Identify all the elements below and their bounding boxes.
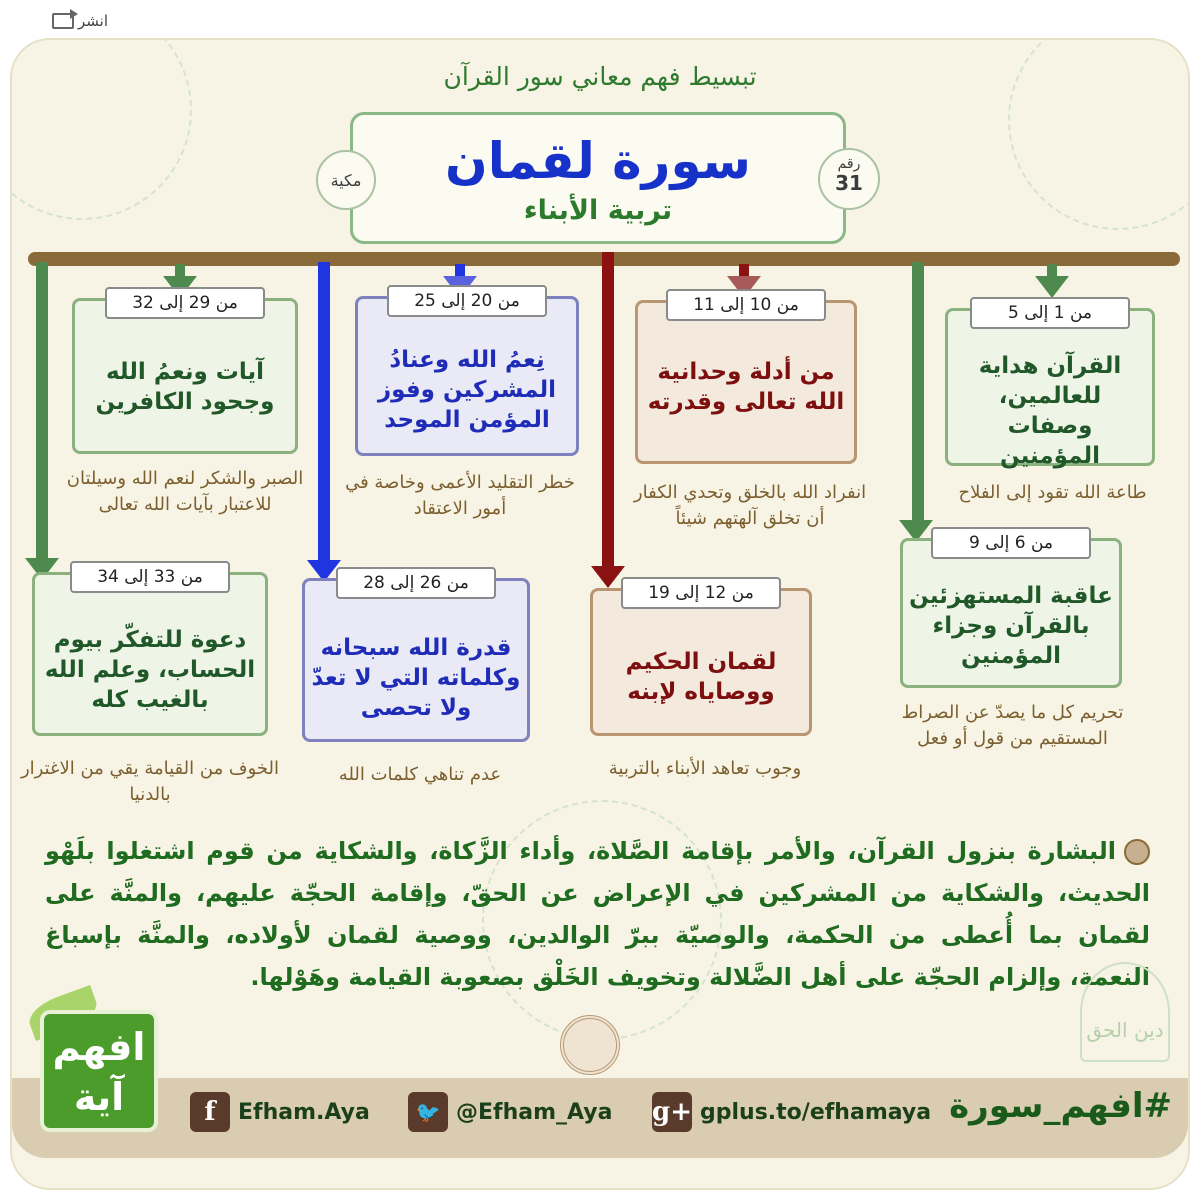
verse-range: من 1 إلى 5 xyxy=(970,297,1130,329)
verse-range: من 33 إلى 34 xyxy=(70,561,230,593)
logo-line-1: افهم xyxy=(52,1025,146,1069)
page-subtitle: تبسيط فهم معاني سور القرآن xyxy=(443,62,757,91)
twitter-icon: 🐦 xyxy=(408,1092,448,1132)
verse-range: من 10 إلى 11 xyxy=(666,289,826,321)
surah-number-label: رقم xyxy=(837,156,861,172)
connector-line xyxy=(602,252,614,570)
surah-type-badge: مكية xyxy=(316,150,376,210)
arrow-down-icon xyxy=(591,566,625,588)
section-title: دعوة للتفكّر بيوم الحساب، وعلم الله بالغيب كله xyxy=(44,627,256,713)
section-box xyxy=(945,303,1155,469)
surah-number: 31 xyxy=(835,171,863,195)
surah-summary xyxy=(45,830,1150,998)
deen-alhaq-watermark: دين الحق xyxy=(1080,962,1170,1062)
section-title: عاقبة المستهزئين بالقرآن وجزاء المؤمنين xyxy=(909,583,1113,669)
section-box xyxy=(900,533,1122,688)
section-title: لقمان الحكيم ووصاياه لإبنه xyxy=(625,649,777,705)
facebook-icon: f xyxy=(190,1092,230,1132)
section-box xyxy=(590,583,812,736)
share-button[interactable] xyxy=(52,12,108,30)
verse-range: من 12 إلى 19 xyxy=(621,577,781,609)
section-box xyxy=(72,293,298,454)
gplus-url: gplus.to/efhamaya xyxy=(700,1099,932,1125)
share-icon xyxy=(52,13,74,29)
section-note: الصبر والشكر لنعم الله وسيلتان للاعتبار بآيات الله تعالى xyxy=(66,468,304,515)
gplus-link[interactable] xyxy=(652,1092,931,1132)
verse-range: من 20 إلى 25 xyxy=(387,285,547,317)
section-title: آيات ونعمُ الله وجحود الكافرين xyxy=(95,359,275,415)
hashtag: #افهم_سورة xyxy=(949,1086,1172,1126)
connector-line xyxy=(36,262,48,562)
verse-range: من 29 إلى 32 xyxy=(105,287,265,319)
ornament-medallion xyxy=(560,1015,620,1075)
share-label: انشر xyxy=(78,12,108,30)
facebook-handle: Efham.Aya xyxy=(238,1099,370,1125)
section-title: قدرة الله سبحانه وكلماته التي لا تعدّ ولا تحصى xyxy=(311,635,521,721)
efham-aya-logo xyxy=(40,1010,158,1132)
twitter-handle: @Efham_Aya xyxy=(456,1099,613,1125)
connector-line xyxy=(912,262,924,524)
section-note: طاعة الله تقود إلى الفلاح xyxy=(958,482,1147,503)
surah-title-box xyxy=(350,112,846,244)
section-note: خطر التقليد الأعمى وخاصة في أمور الاعتقاد xyxy=(345,472,575,519)
summary-text: البشارة بنزول القرآن، والأمر بإقامة الصَّلاة، وأداء الزَّكاة، والشكاية من قوم اشتغلوا بلَهْو الحديث، والشكاية من المشركين في الإعراض عن الحقّ، وإقامة الحجّة عليهم، والمنَّة على لقمان بما أُعطى من الحكمة، والوصيّة ببرّ الوالدين، ووصية لقمان لأولاده، والمنَّة بإسباغ النعمة، وإلزام الحجّة على أهل الضَّلالة وتخويف الخَلْق بصعوبة القيامة وهَوْلها. xyxy=(45,837,1150,991)
section-box xyxy=(355,291,579,456)
bullet-icon xyxy=(1124,839,1150,865)
section-note: الخوف من القيامة يقي من الاغترار بالدنيا xyxy=(20,758,279,805)
section-box xyxy=(302,573,530,742)
section-title: نِعمُ الله وعنادُ المشركين وفوز المؤمن الموحد xyxy=(377,347,557,433)
section-title: القرآن هداية للعالمين، وصفات المؤمنين xyxy=(978,353,1122,469)
twitter-link[interactable] xyxy=(408,1092,612,1132)
section-box xyxy=(635,295,857,464)
connector-line xyxy=(318,262,330,564)
verse-range: من 6 إلى 9 xyxy=(931,527,1091,559)
logo-line-2: آية xyxy=(73,1075,125,1119)
section-note: عدم تناهي كلمات الله xyxy=(338,764,502,785)
gplus-icon: g+ xyxy=(652,1092,692,1132)
section-note: وجوب تعاهد الأبناء بالتربية xyxy=(608,758,802,779)
section-box xyxy=(32,567,268,736)
surah-theme: تربية الأبناء xyxy=(523,195,673,226)
verse-range: من 26 إلى 28 xyxy=(336,567,496,599)
section-title: من أدلة وحدانية الله تعالى وقدرته xyxy=(647,359,845,415)
section-note: تحريم كل ما يصدّ عن الصراط المستقيم من قول أو فعل xyxy=(901,702,1124,749)
section-note: انفراد الله بالخلق وتحدي الكفار أن تخلق آلهتهم شيئاً xyxy=(633,482,867,529)
surah-number-badge xyxy=(818,148,880,210)
arrow-down-icon xyxy=(1035,276,1069,298)
surah-name: سورة لقمان xyxy=(445,132,751,190)
facebook-link[interactable] xyxy=(190,1092,370,1132)
